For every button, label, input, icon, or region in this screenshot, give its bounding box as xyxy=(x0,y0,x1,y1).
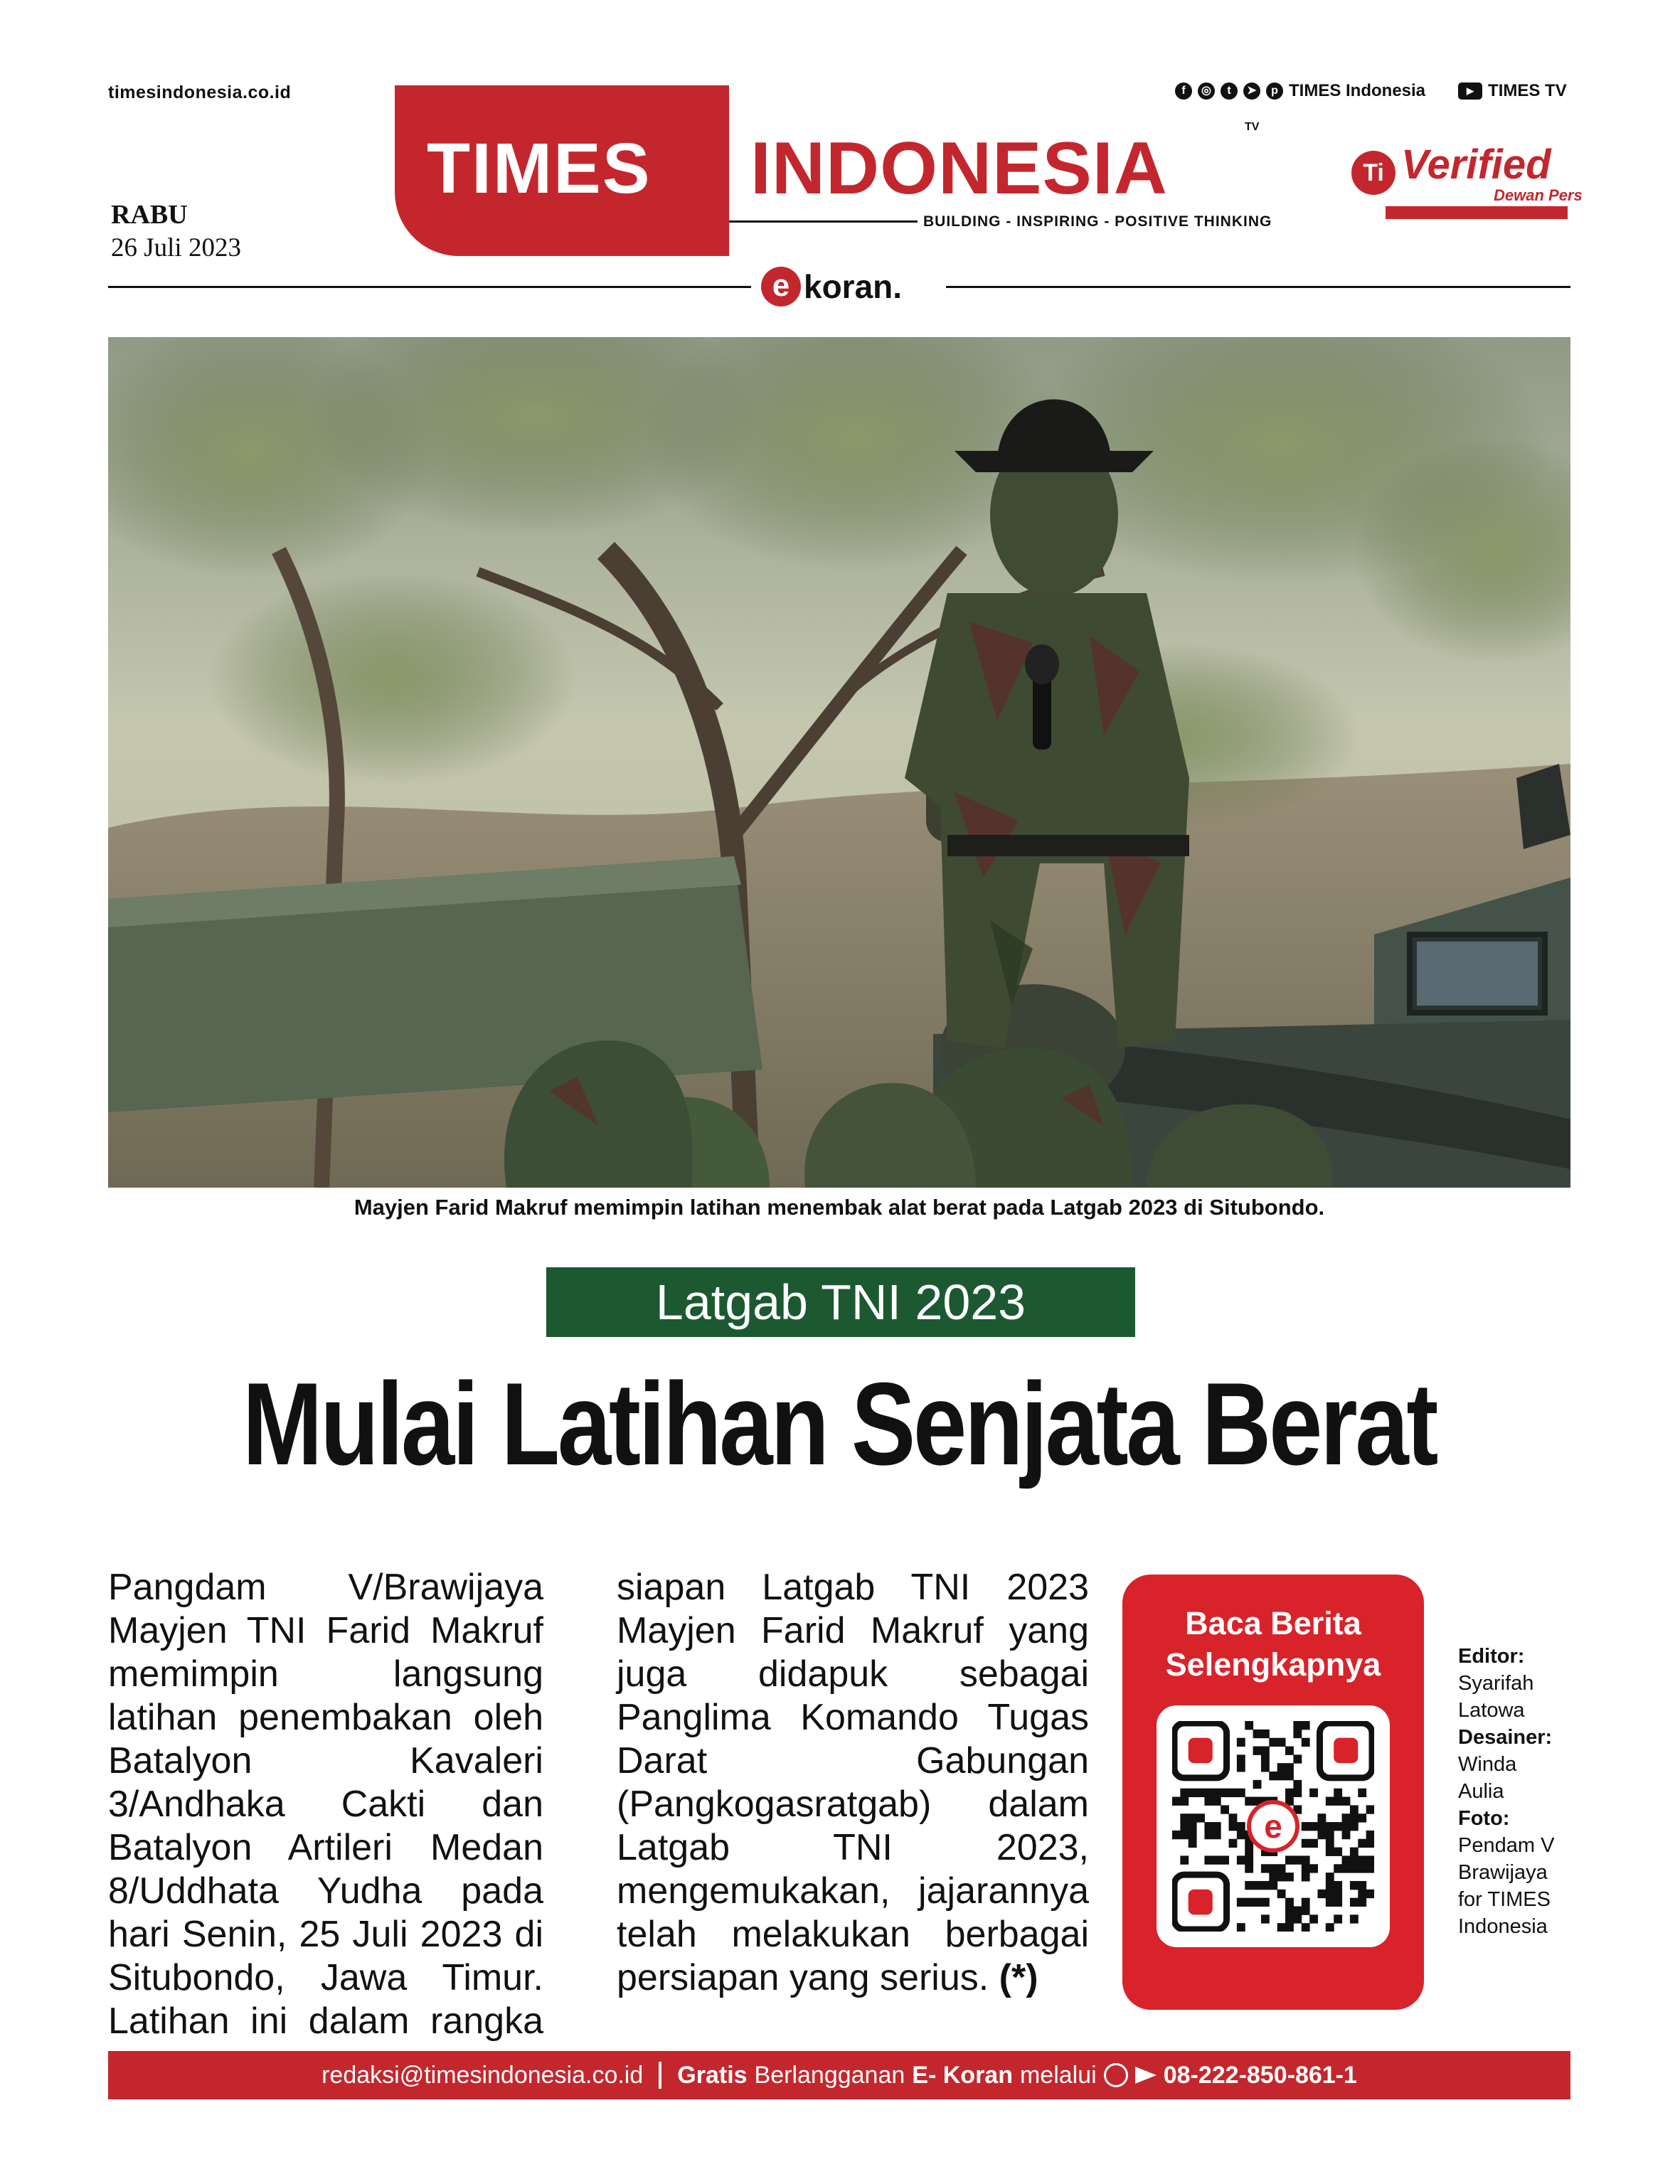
designer-name-2: Aulia xyxy=(1458,1780,1504,1803)
footer-phone[interactable]: 08-222-850-861-1 xyxy=(1163,2061,1357,2089)
footer-gratis: Gratis xyxy=(677,2061,748,2089)
photo-credit-2: Brawijaya xyxy=(1458,1861,1548,1884)
ekoran-word: koran. xyxy=(804,268,903,305)
social-label: TIMES Indonesia xyxy=(1289,81,1426,100)
twitter-icon[interactable]: t xyxy=(1221,82,1238,100)
photo-credit-4: Indonesia xyxy=(1458,1915,1548,1938)
qr-center-mark: e xyxy=(1264,1808,1282,1845)
masthead-tagline: BUILDING - INSPIRING - POSITIVE THINKING xyxy=(918,213,1277,230)
article-kicker: Latgab TNI 2023 xyxy=(546,1267,1135,1337)
issue-date: 26 Juli 2023 xyxy=(111,233,241,262)
footer-text-mid: Berlangganan xyxy=(754,2061,905,2089)
instagram-icon[interactable]: ◎ xyxy=(1198,82,1215,100)
read-more-title[interactable] xyxy=(1122,1603,1424,1685)
masthead-tv-mark: TV xyxy=(1245,121,1260,133)
footer-email[interactable]: redaksi@timesindonesia.co.id xyxy=(321,2061,644,2089)
social-links xyxy=(1175,81,1567,101)
article-column-2-text: siapan Latgab TNI 2023 Mayjen Farid Makruf yang juga didapuk sebagai Panglima Komando Tugas Darat Gabungan (Pangkogasratgab) dalam Latgab TNI 2023, mengemukakan, jajarannya telah melakukan berbagai persiapan yang serius. xyxy=(617,1567,1089,1998)
verified-ti-logo: Ti xyxy=(1351,151,1395,195)
telegram-send-icon[interactable] xyxy=(1135,2067,1157,2084)
read-more-line-2: Selengkapnya xyxy=(1165,1646,1381,1683)
photo-credit-1: Pendam V xyxy=(1458,1834,1555,1857)
youtube-icon[interactable]: ▶ xyxy=(1458,82,1482,100)
article-headline: Mulai Latihan Senjata Berat xyxy=(242,1358,1437,1489)
masthead-indonesia: INDONESIA xyxy=(750,127,1168,210)
main-photo xyxy=(108,337,1570,1188)
photo-caption: Mayjen Farid Makruf memimpin latihan menembak alat berat pada Latgab 2023 di Situbondo. xyxy=(353,1195,1325,1220)
tv-label[interactable]: TIMES TV xyxy=(1488,81,1567,100)
editor-label: Editor: xyxy=(1458,1645,1525,1668)
article-column-2 xyxy=(617,1566,1089,2000)
masthead-times: TIMES xyxy=(427,129,652,208)
photo-label: Foto: xyxy=(1458,1807,1510,1830)
whatsapp-icon[interactable] xyxy=(1104,2063,1128,2087)
footer-separator xyxy=(659,2062,661,2089)
verified-strip xyxy=(1386,206,1568,219)
verified-word: Verified xyxy=(1401,142,1551,188)
designer-label: Desainer: xyxy=(1458,1726,1553,1749)
telegram-icon[interactable]: ➤ xyxy=(1243,82,1260,100)
site-url[interactable]: timesindonesia.co.id xyxy=(108,82,292,102)
photo-credit-3: for TIMES xyxy=(1458,1888,1551,1911)
issue-day: RABU xyxy=(111,200,188,230)
designer-name-1: Winda xyxy=(1458,1753,1517,1776)
read-more-line-1: Baca Berita xyxy=(1185,1605,1361,1641)
editor-name-2: Latowa xyxy=(1458,1699,1525,1722)
qr-code-icon[interactable] xyxy=(1172,1721,1374,1932)
pinterest-icon[interactable]: p xyxy=(1266,82,1283,100)
article-column-1: Pangdam V/Brawijaya Mayjen TNI Farid Makruf memimpin langsung latihan penembakan oleh Batalyon Kavaleri 3/Andhaka Cakti dan Batalyon Artileri Medan 8/Uddhata Yudha pada hari Senin, 25 Juli 2023 di Situbondo, Jawa Timur. Latihan ini dalam rangka xyxy=(108,1567,543,2042)
credits xyxy=(1458,1643,1554,1940)
editor-name-1: Syarifah xyxy=(1458,1672,1534,1695)
footer-text-via: melalui xyxy=(1019,2061,1097,2089)
divider-left xyxy=(108,286,751,288)
divider-right xyxy=(946,286,1570,288)
verified-sub: Dewan Pers xyxy=(1494,186,1583,204)
footer-ekoran: E- Koran xyxy=(912,2061,1013,2089)
ekoran-e-icon: e xyxy=(761,267,801,307)
ekoran-logo xyxy=(751,263,912,310)
facebook-icon[interactable]: f xyxy=(1175,82,1192,100)
footer-bar xyxy=(108,2051,1570,2099)
article-end-mark: (*) xyxy=(999,1957,1038,1998)
